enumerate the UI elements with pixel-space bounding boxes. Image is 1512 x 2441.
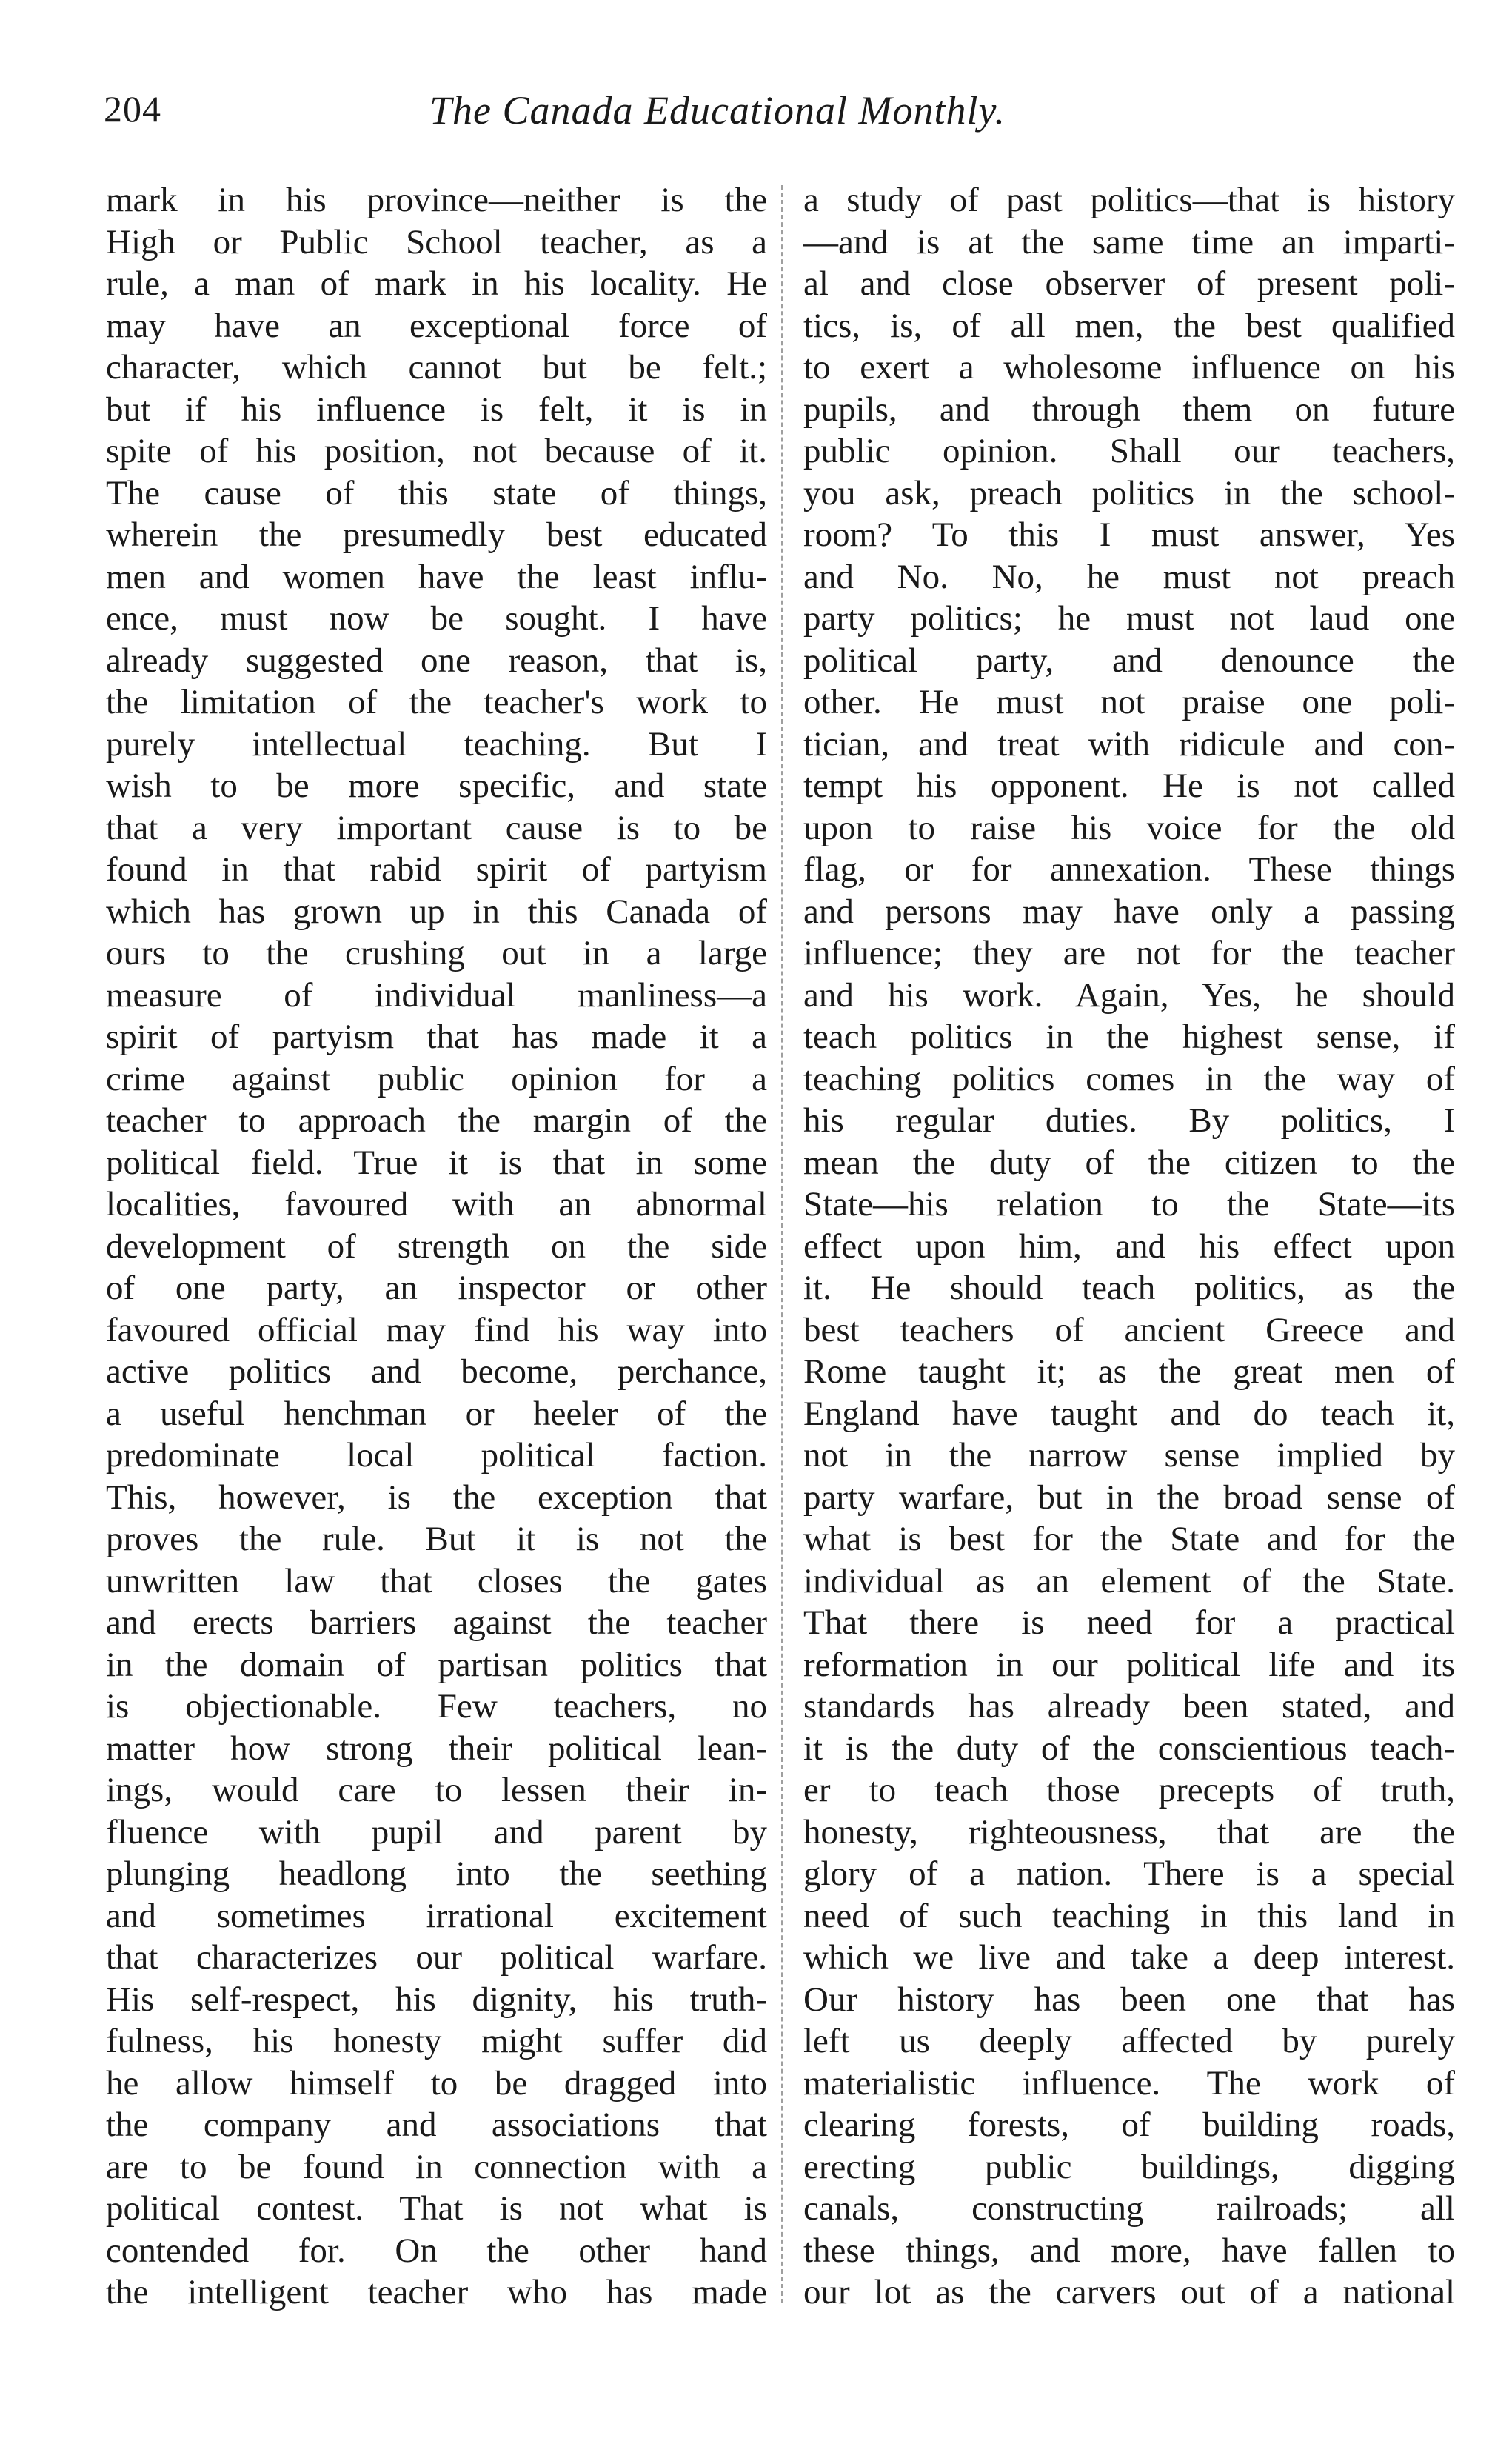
text-line: wherein the presumedly best educated [106,515,767,554]
text-line: honesty, righteousness, that are the [803,1812,1455,1851]
text-line: you ask, preach politics in the school- [803,473,1455,512]
text-line: That there is need for a practical [803,1603,1455,1642]
text-line: that a very important cause is to be [106,808,767,847]
column-divider [781,185,783,2303]
text-line: public opinion. Shall our teachers, [803,432,1455,470]
text-line: in the domain of partisan politics that [106,1645,767,1684]
text-line: England have taught and do teach it, [803,1394,1455,1433]
text-line: other. He must not praise one poli- [803,683,1455,721]
text-line: This, however, is the exception that [106,1477,767,1517]
text-line: what is best for the State and for the [803,1520,1455,1558]
text-line: localities, favoured with an abnormal [106,1185,767,1223]
text-line: materialistic influence. The work of [803,2063,1455,2103]
text-line: fulness, his honesty might suffer did [106,2022,767,2060]
left-text-column [106,179,767,2314]
text-line: political field. True it is that in some [106,1143,767,1182]
text-line: these things, and more, have fallen to [803,2231,1455,2270]
text-line: favoured official may find his way into [106,1310,767,1349]
text-line: and sometimes irrational excitement [106,1896,767,1935]
text-line: political party, and denounce the [803,641,1455,680]
text-line: matter how strong their political lean- [106,1729,767,1768]
text-line: fluence with pupil and parent by [106,1812,767,1851]
text-line: political contest. That is not what is [106,2189,767,2228]
text-line: His self-respect, his dignity, his truth- [106,1980,767,2019]
text-line: pupils, and through them on future [803,390,1455,429]
text-line: purely intellectual teaching. But I [106,724,767,764]
text-line: canals, constructing railroads; all [803,2189,1455,2228]
text-line: he allow himself to be dragged into [106,2063,767,2103]
text-line: which we live and take a deep interest. [803,1938,1455,1977]
text-line: tempt his opponent. He is not called [803,767,1455,805]
running-title: The Canada Educational Monthly. [429,88,1006,133]
text-line: and erects barriers against the teacher [106,1603,767,1642]
text-line: proves the rule. But it is not the [106,1520,767,1558]
text-line: men and women have the least influ- [106,557,767,596]
text-line: unwritten law that closes the gates [106,1561,767,1600]
text-line: and his work. Again, Yes, he should [803,975,1455,1015]
text-line: clearing forests, of building roads, [803,2106,1455,2144]
text-line: Our history has been one that has [803,1980,1455,2019]
text-line: the company and associations that [106,2106,767,2144]
text-line: of one party, an inspector or other [106,1269,767,1307]
text-line: may have an exceptional force of [106,306,767,345]
text-line: measure of individual manliness—a [106,975,767,1015]
text-line: ence, must now be sought. I have [106,599,767,638]
text-line: ings, would care to lessen their in- [106,1771,767,1809]
text-line: influence; they are not for the teacher [803,934,1455,972]
text-line: teacher to approach the margin of the [106,1101,767,1140]
text-line: need of such teaching in this land in [803,1896,1455,1935]
text-line: mean the duty of the citizen to the [803,1143,1455,1182]
text-line: left us deeply affected by purely [803,2022,1455,2060]
text-line: —and is at the same time an imparti- [803,222,1455,261]
text-line: his regular duties. By politics, I [803,1101,1455,1140]
text-line: the limitation of the teacher's work to [106,683,767,721]
text-line: is objectionable. Few teachers, no [106,1687,767,1726]
text-line: The cause of this state of things, [106,473,767,512]
page-number: 204 [104,88,161,130]
text-line: plunging headlong into the seething [106,1854,767,1893]
text-line: our lot as the carvers out of a national [803,2273,1455,2311]
text-line: teach politics in the highest sense, if [803,1018,1455,1056]
text-line: to exert a wholesome influence on his [803,348,1455,387]
text-line: it. He should teach politics, as the [803,1269,1455,1307]
text-line: best teachers of ancient Greece and [803,1310,1455,1349]
text-line: spite of his position, not because of it. [106,432,767,470]
text-line: a useful henchman or heeler of the [106,1394,767,1433]
text-line: party warfare, but in the broad sense of [803,1477,1455,1517]
text-line: but if his influence is felt, it is in [106,390,767,429]
text-line: room? To this I must answer, Yes [803,515,1455,554]
text-line: rule, a man of mark in his locality. He [106,264,767,303]
text-line: it is the duty of the conscientious teach- [803,1729,1455,1768]
text-line: a study of past politics—that is history [803,181,1455,219]
text-line: and No. No, he must not preach [803,557,1455,596]
text-line: ours to the crushing out in a large [106,934,767,972]
text-line: crime against public opinion for a [106,1059,767,1098]
text-line: al and close observer of present poli- [803,264,1455,303]
text-line: are to be found in connection with a [106,2147,767,2186]
text-line: State—his relation to the State—its [803,1185,1455,1223]
text-line: teaching politics comes in the way of [803,1059,1455,1098]
text-line: upon to raise his voice for the old [803,808,1455,847]
text-line: the intelligent teacher who has made [106,2273,767,2311]
text-line: that characterizes our political warfare. [106,1938,767,1977]
text-line: glory of a nation. There is a special [803,1854,1455,1893]
text-line: predominate local political faction. [106,1436,767,1475]
text-line: already suggested one reason, that is, [106,641,767,680]
text-line: and persons may have only a passing [803,892,1455,931]
text-line: mark in his province—neither is the [106,181,767,219]
text-line: not in the narrow sense implied by [803,1436,1455,1475]
text-line: tician, and treat with ridicule and con- [803,724,1455,764]
text-line: er to teach those precepts of truth, [803,1771,1455,1809]
text-line: which has grown up in this Canada of [106,892,767,931]
text-line: High or Public School teacher, as a [106,222,767,261]
text-line: character, which cannot but be felt.; [106,348,767,387]
text-line: contended for. On the other hand [106,2231,767,2270]
text-line: development of strength on the side [106,1226,767,1266]
text-line: active politics and become, perchance, [106,1352,767,1391]
text-line: effect upon him, and his effect upon [803,1226,1455,1266]
text-line: spirit of partyism that has made it a [106,1018,767,1056]
text-line: wish to be more specific, and state [106,767,767,805]
text-line: tics, is, of all men, the best qualified [803,306,1455,345]
right-text-column [803,179,1455,2314]
text-line: party politics; he must not laud one [803,599,1455,638]
text-line: erecting public buildings, digging [803,2147,1455,2186]
text-line: standards has already been stated, and [803,1687,1455,1726]
text-line: flag, or for annexation. These things [803,850,1455,889]
text-line: individual as an element of the State. [803,1561,1455,1600]
text-line: found in that rabid spirit of partyism [106,850,767,889]
text-line: Rome taught it; as the great men of [803,1352,1455,1391]
text-line: reformation in our political life and its [803,1645,1455,1684]
page-header [104,87,1473,147]
